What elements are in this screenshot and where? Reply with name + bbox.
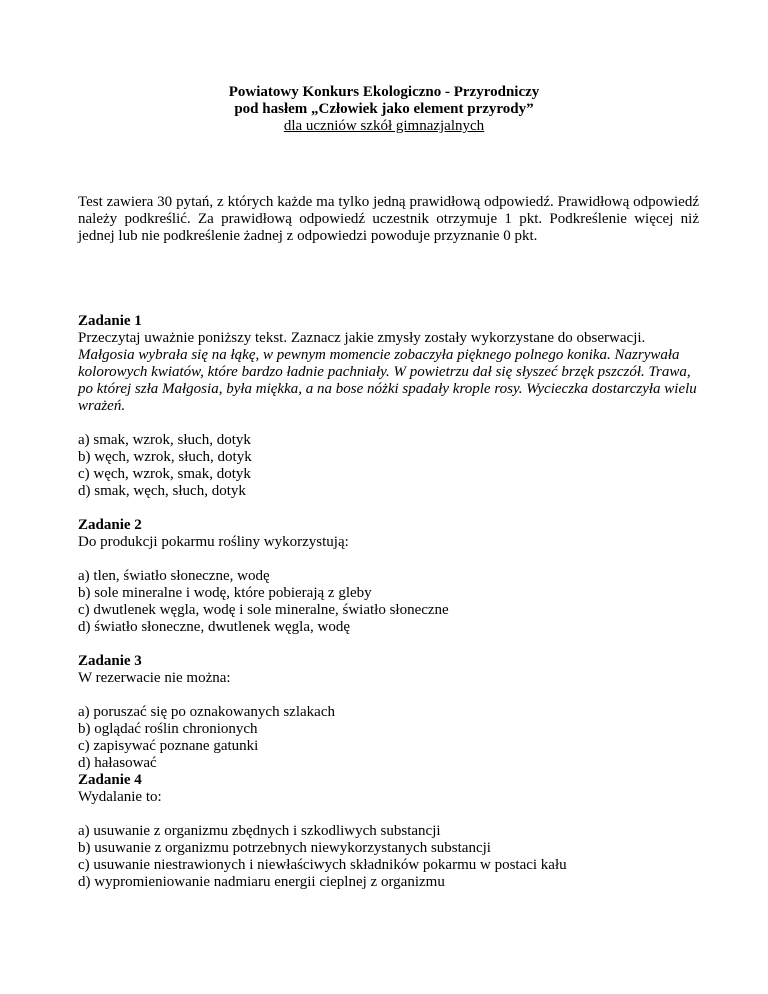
answer-options <box>78 823 699 891</box>
task-title: Zadanie 4 <box>78 772 142 788</box>
contest-motto: pod hasłem „Człowiek jako element przyrody” <box>234 101 534 117</box>
answer-option-c[interactable]: c) zapisywać poznane gatunki <box>78 738 259 754</box>
task-list <box>78 313 699 908</box>
answer-option-b[interactable]: b) usuwanie z organizmu potrzebnych niewykorzystanych substancji <box>78 840 491 856</box>
task-question: W rezerwacie nie można: <box>78 670 231 686</box>
answer-option-d[interactable]: d) hałasować <box>78 755 157 771</box>
answer-option-b[interactable]: b) oglądać roślin chronionych <box>78 721 258 737</box>
test-instructions: Test zawiera 30 pytań, z których każde ma tylko jedną prawidłową odpowiedź. Prawidłową odpowiedź należy podkreślić. Za prawidłową odpowiedź uczestnik otrzymuje 1 pkt. Podkreślenie więcej niż jednej lub nie podkreślenie żadnej z odpowiedzi powoduje przyznanie 0 pkt. <box>78 194 699 244</box>
contest-title: Powiatowy Konkurs Ekologiczno - Przyrodniczy <box>228 84 540 100</box>
task-question: Przeczytaj uważnie poniższy tekst. Zaznacz jakie zmysły zostały wykorzystane do obserwacji. <box>78 330 646 346</box>
answer-option-c[interactable]: c) dwutlenek węgla, wodę i sole mineralne, światło słoneczne <box>78 602 449 618</box>
answer-option-b[interactable]: b) sole mineralne i wodę, które pobierają z gleby <box>78 585 372 601</box>
answer-option-a[interactable]: a) smak, wzrok, słuch, dotyk <box>78 432 251 448</box>
document-header <box>0 84 768 135</box>
task-2 <box>78 517 699 636</box>
answer-option-d[interactable]: d) światło słoneczne, dwutlenek węgla, wodę <box>78 619 350 635</box>
answer-option-b[interactable]: b) węch, wzrok, słuch, dotyk <box>78 449 252 465</box>
answer-option-c[interactable]: c) usuwanie niestrawionych i niewłaściwych składników pokarmu w postaci kału <box>78 857 567 873</box>
task-3 <box>78 653 699 772</box>
task-1 <box>78 313 699 500</box>
task-story: Małgosia wybrała się na łąkę, w pewnym momencie zobaczyła pięknego polnego konika. Nazrywała kolorowych kwiatów, które bardzo ładnie pachniały. W powietrzu dał się słyszeć brzęk pszczół. Trawa, po której szła Małgosia, była miękka, a na bose nóżki spadały krople rosy. Wycieczka dostarczyła wielu wrażeń. <box>78 347 697 414</box>
answer-option-a[interactable]: a) poruszać się po oznakowanych szlakach <box>78 704 335 720</box>
task-title: Zadanie 1 <box>78 313 142 329</box>
answer-option-d[interactable]: d) smak, węch, słuch, dotyk <box>78 483 246 499</box>
answer-option-c[interactable]: c) węch, wzrok, smak, dotyk <box>78 466 251 482</box>
target-audience: dla uczniów szkół gimnazjalnych <box>283 118 485 134</box>
task-4 <box>78 772 699 891</box>
answer-options <box>78 568 699 636</box>
answer-options <box>78 432 699 500</box>
answer-option-a[interactable]: a) usuwanie z organizmu zbędnych i szkodliwych substancji <box>78 823 441 839</box>
task-title: Zadanie 3 <box>78 653 142 669</box>
answer-option-a[interactable]: a) tlen, światło słoneczne, wodę <box>78 568 270 584</box>
answer-options <box>78 704 699 772</box>
answer-option-d[interactable]: d) wypromieniowanie nadmiaru energii cieplnej z organizmu <box>78 874 445 890</box>
task-title: Zadanie 2 <box>78 517 142 533</box>
task-question: Do produkcji pokarmu rośliny wykorzystują: <box>78 534 349 550</box>
task-question: Wydalanie to: <box>78 789 162 805</box>
